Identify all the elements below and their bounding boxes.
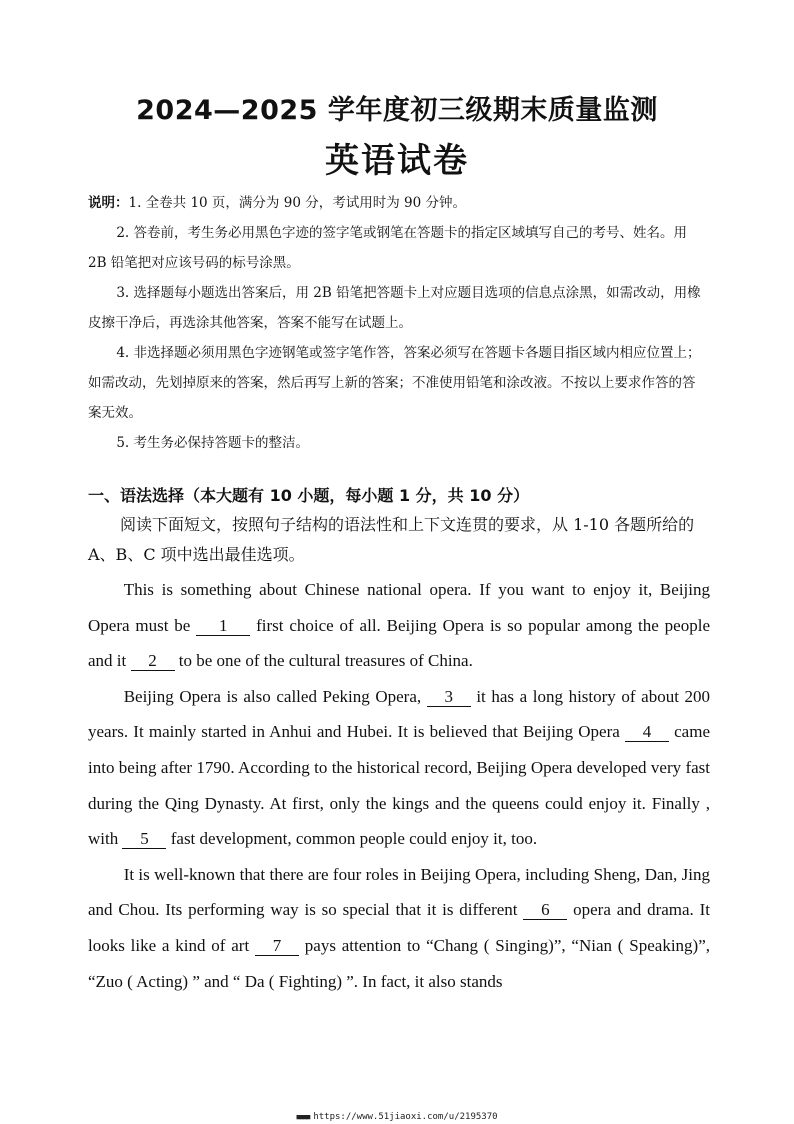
- exam-title: 2024—2025 学年度初三级期末质量监测: [136, 95, 658, 126]
- blank-3: 3: [427, 688, 471, 707]
- passage-paragraph: This is something about Chinese national opera. If you want to enjoy it, Beijing Opera must be 1 first choice of all. Beijing Opera is so popular among the people and it 2 to be one of the cultural treasures of China.: [88, 580, 710, 671]
- blank-7: 7: [255, 937, 299, 956]
- reading-passage: [88, 572, 710, 999]
- blank-2: 2: [131, 652, 175, 671]
- instructions-label: 说明：: [88, 195, 129, 211]
- instruction-1: 说明：1. 全卷共 10 页，满分为 90 分，考试用时为 90 分钟。: [88, 195, 466, 211]
- site-logo-icon: ■■■■: [296, 1113, 310, 1121]
- exam-subject-title: 英语试卷: [325, 141, 469, 181]
- blank-4: 4: [625, 723, 669, 742]
- passage-paragraph: Beijing Opera is also called Peking Opera, 3 it has a long history of about 200 years. It mainly started in Anhui and Hubei. It is believed that Beijing Opera 4 came into being after 1790. According to the historical record, Beijing Opera developed very fast during the Qing Dynasty. At first, only the kings and the queens could enjoy it. Finally , with 5 fast development, common people could enjoy it, too.: [88, 686, 711, 849]
- passage-paragraph: It is well-known that there are four roles in Beijing Opera, including Sheng, Dan, Jing and Chou. Its performing way is so special that it is different 6 opera and drama. It looks like a kind of art 7 pays attention to “Chang ( Singing)”, “Nian ( Speaking)”, “Zuo ( Acting) ” and “ Da ( Fighting) ”. In fact, it also stands: [88, 864, 710, 991]
- blank-6: 6: [523, 901, 567, 920]
- instruction-5: 5. 考生务必保持答题卡的整洁。: [116, 435, 310, 451]
- section-heading: 一、语法选择（本大题有 10 小题，每小题 1 分，共 10 分）: [88, 486, 530, 505]
- instructions: [88, 188, 708, 458]
- instruction-2: 2. 答卷前，考生务必用黑色字迹的签字笔或钢笔在答题卡的指定区域填写自己的考号、姓名。用 2B 铅笔把对应该号码的标号涂黑。: [88, 225, 688, 271]
- instruction-3: 3. 选择题每小题选出答案后，用 2B 铅笔把答题卡上对应题目选项的信息点涂黑，如需改动，用橡皮擦干净后，再选涂其他答案，答案不能写在试题上。: [88, 285, 701, 331]
- blank-5: 5: [122, 830, 166, 849]
- footer-watermark: [0, 1112, 794, 1122]
- instruction-4: 4. 非选择题必须用黑色字迹钢笔或签字笔作答，答案必须写在答题卡各题目指区域内相应位置上；如需改动，先划掉原来的答案，然后再写上新的答案；不准使用铅笔和涂改液。不按以上要求作答的答案无效。: [88, 345, 701, 421]
- footer-url[interactable]: https://www.51jiaoxi.com/u/2195370: [313, 1112, 498, 1122]
- blank-1: 1: [196, 617, 250, 636]
- section-intro: 阅读下面短文，按照句子结构的语法性和上下文连贯的要求，从 1-10 各题所给的 A、B、C 项中选出最佳选项。: [88, 515, 695, 564]
